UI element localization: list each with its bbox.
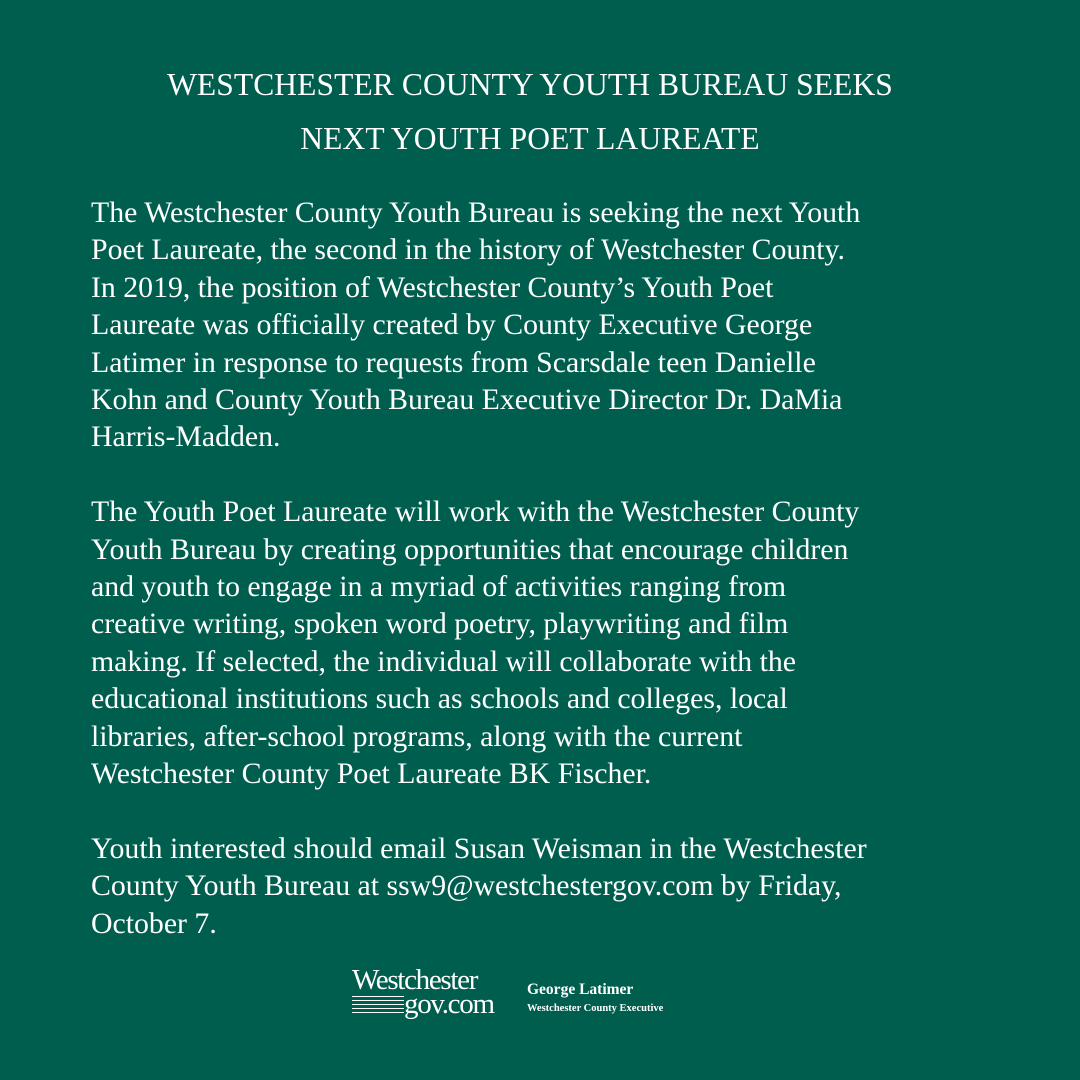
text-line: Youth interested should email Susan Weisman in the Westchester [91, 831, 867, 865]
text-line: creative writing, spoken word poetry, playwriting and film [91, 607, 789, 641]
executive-block [527, 966, 663, 1016]
text-line: libraries, after-school programs, along with the current [91, 719, 743, 753]
text-line: Harris-Madden. [91, 420, 281, 454]
text-line: The Westchester County Youth Bureau is seeking the next Youth [91, 196, 861, 229]
footer-signature [352, 966, 663, 1026]
executive-title: Westchester County Executive [527, 1003, 664, 1014]
logo-stripes-icon [352, 996, 404, 1016]
text-line: County Youth Bureau at ssw9@westchestergov.com by Friday, [91, 869, 842, 903]
text-line: Laureate was officially created by County Executive George [91, 308, 813, 342]
text-line: Youth Bureau by creating opportunities that encourage children [91, 532, 849, 566]
headline-line-1: WESTCHESTER COUNTY YOUTH BUREAU SEEKS [167, 67, 893, 102]
headline-line-2: NEXT YOUTH POET LAUREATE [300, 121, 760, 156]
text-line: Latimer in response to requests from Scarsdale teen Danielle [91, 345, 816, 379]
text-line: Poet Laureate, the second in the history of Westchester County. [91, 233, 845, 267]
paragraph-role [91, 493, 1051, 792]
text-line: In 2019, the position of Westchester County’s Youth Poet [91, 270, 774, 304]
text-line: Westchester County Poet Laureate BK Fischer. [91, 757, 652, 791]
paragraph-contact [91, 830, 1051, 942]
text-line: Kohn and County Youth Bureau Executive Director Dr. DaMia [91, 383, 843, 417]
text-line: making. If selected, the individual will collaborate with the [91, 644, 796, 678]
paragraph-intro [91, 194, 1051, 456]
text-line: educational institutions such as schools and colleges, local [91, 682, 788, 716]
logo-wordmark-bottom: gov.com [404, 988, 494, 1020]
logo-wordmark-top: Westchester [352, 964, 478, 996]
text-line: October 7. [91, 906, 217, 940]
article-body [91, 194, 1051, 942]
headline [0, 58, 1060, 166]
executive-name: George Latimer [527, 981, 634, 998]
text-line: and youth to engage in a myriad of activities ranging from [91, 570, 787, 604]
text-line: The Youth Poet Laureate will work with the Westchester County [91, 495, 860, 529]
westchestergov-logo [352, 966, 517, 1024]
